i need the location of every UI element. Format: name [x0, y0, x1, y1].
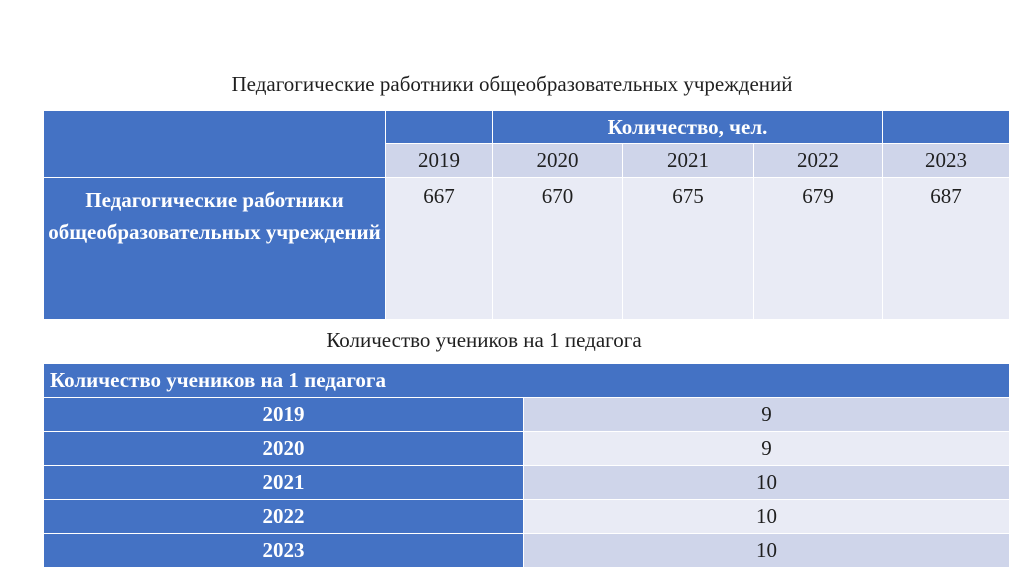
- year-cell: 2019: [44, 398, 524, 432]
- year-cell: 2023: [883, 144, 1010, 178]
- value-cell: 687: [883, 178, 1010, 320]
- header-empty-cell: [883, 111, 1010, 144]
- value-cell: 9: [524, 398, 1010, 432]
- year-cell: 2020: [493, 144, 623, 178]
- table-row: [44, 466, 1010, 500]
- corner-cell: [44, 111, 386, 178]
- value-cell: 10: [524, 466, 1010, 500]
- header-empty-cell: [386, 111, 493, 144]
- value-cell: 667: [386, 178, 493, 320]
- year-cell: 2022: [754, 144, 883, 178]
- year-cell: 2019: [386, 144, 493, 178]
- value-cell: 9: [524, 432, 1010, 466]
- table-row: [44, 432, 1010, 466]
- table2-header: Количество учеников на 1 педагога: [44, 364, 1010, 398]
- table-row: [44, 534, 1010, 568]
- year-cell: 2020: [44, 432, 524, 466]
- value-cell: 10: [524, 534, 1010, 568]
- table-row: [44, 500, 1010, 534]
- value-cell: 10: [524, 500, 1010, 534]
- quantity-header: Количество, чел.: [493, 111, 883, 144]
- table1-title: Педагогические работники общеобразовательных учреждений: [231, 72, 793, 96]
- year-cell: 2022: [44, 500, 524, 534]
- students-per-teacher-table: [43, 363, 1010, 568]
- value-cell: 670: [493, 178, 623, 320]
- year-cell: 2023: [44, 534, 524, 568]
- teachers-table: [43, 110, 1010, 320]
- year-cell: 2021: [44, 466, 524, 500]
- table2-title: Количество учеников на 1 педагога: [326, 328, 642, 352]
- table-row: [44, 398, 1010, 432]
- year-cell: 2021: [623, 144, 754, 178]
- value-cell: 675: [623, 178, 754, 320]
- row-header: Педагогические работники общеобразовательных учреждений: [44, 178, 386, 320]
- value-cell: 679: [754, 178, 883, 320]
